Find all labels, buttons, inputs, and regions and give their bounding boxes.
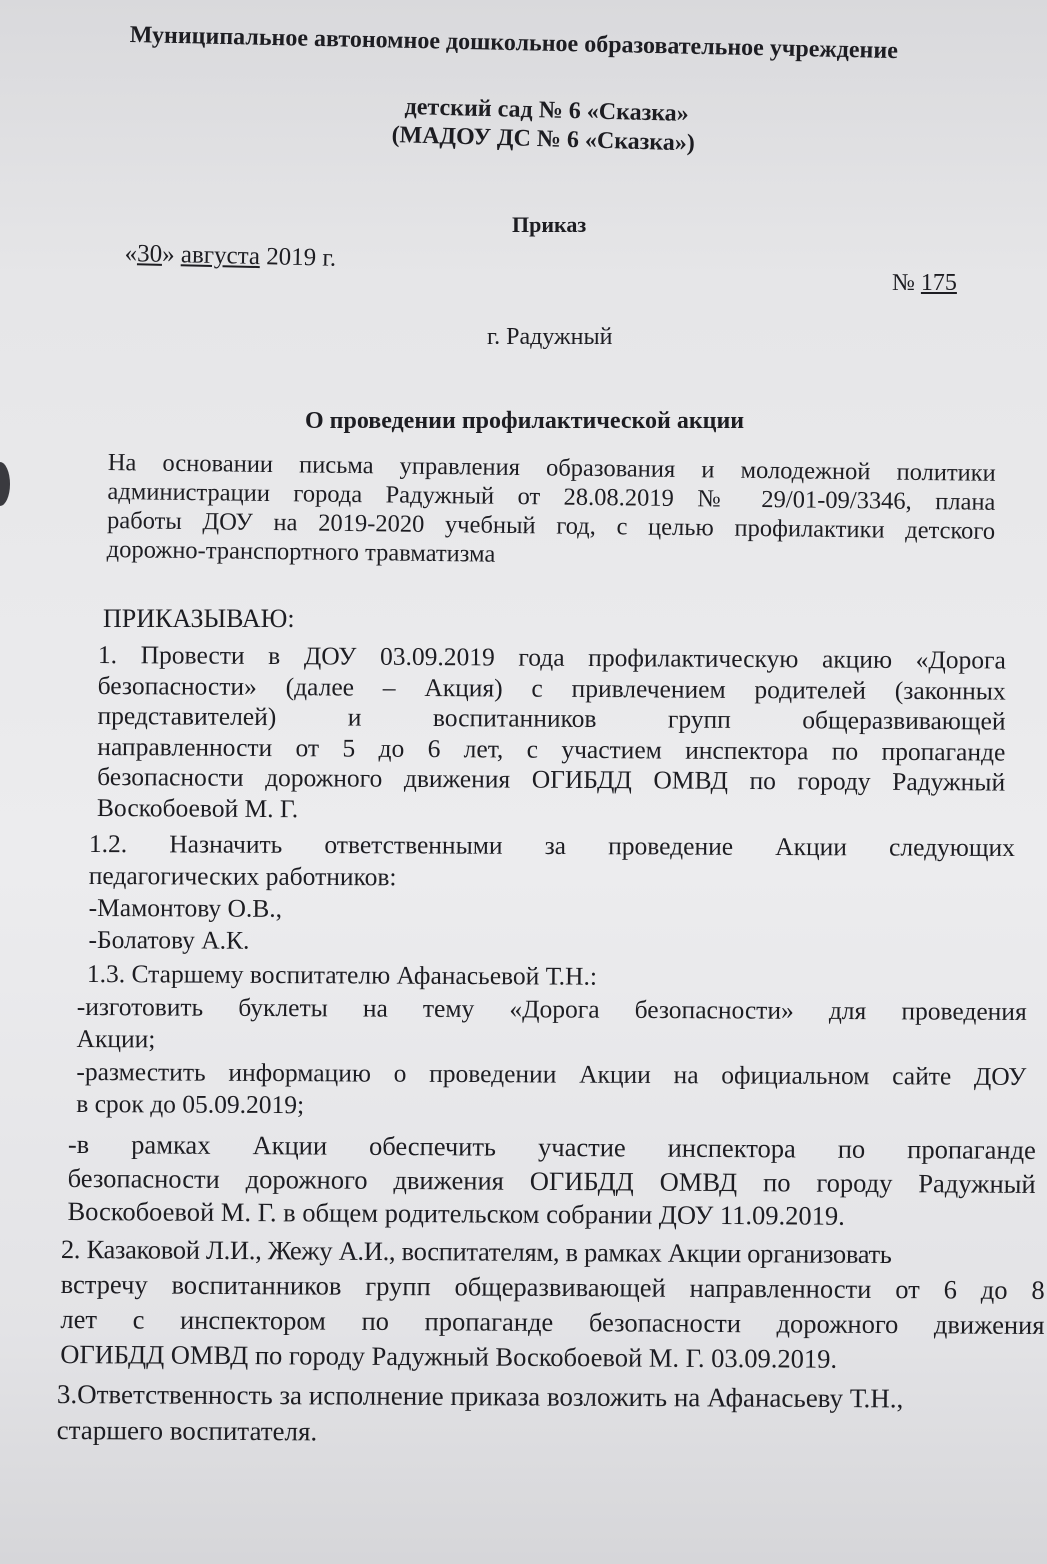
item-1-3-line: -разместить информацию о проведении Акции на официальном сайте ДОУ bbox=[76, 1056, 1027, 1091]
item-1-2-line: 1.2. Назначить ответственными за проведение Акции следующих bbox=[88, 829, 1015, 863]
institution-name: Муниципальное автономное дошкольное образовательное учреждение bbox=[129, 22, 899, 65]
item-2-line: лет с инспектором по пропаганде безопасности дорожного движения bbox=[60, 1303, 1045, 1341]
city: г. Радужный bbox=[487, 324, 613, 350]
number-sign: № bbox=[892, 270, 915, 296]
item-2 bbox=[60, 1232, 1045, 1378]
preamble-line: администрации города Радужный от 28.08.2019 № 29/01-09/3346, плана bbox=[107, 477, 996, 516]
item-1 bbox=[97, 640, 1006, 829]
preamble-line: работы ДОУ на 2019-2020 учебный год, с целью профилактики детского bbox=[106, 506, 996, 545]
item-1-3-line: в срок до 05.09.2019; bbox=[76, 1088, 305, 1120]
item-1-3-continued bbox=[67, 1128, 1036, 1234]
item-1-line: безопасности дорожного движения ОГИБДД ОМВД по городу Радужный bbox=[97, 761, 1006, 797]
institution-short-name: (МАДОУ ДС № 6 «Сказка») bbox=[391, 122, 696, 157]
item-1-line: направленности от 5 до 6 лет, с участием инспектора по пропаганде bbox=[97, 731, 1006, 767]
item-1-3-line: -в рамках Акции обеспечить участие инспектора по пропаганде bbox=[67, 1129, 1036, 1165]
preamble bbox=[107, 448, 996, 575]
number-value: 175 bbox=[920, 270, 957, 296]
responsible-person: -Болатову А.К. bbox=[88, 924, 250, 955]
item-3-line: старшего воспитателя. bbox=[56, 1414, 318, 1447]
date-day: 30 bbox=[136, 240, 163, 268]
item-1-line: 1. Провести в ДОУ 03.09.2019 года профилактическую акцию «Дорога bbox=[97, 640, 1006, 675]
item-1-3 bbox=[76, 958, 1027, 1125]
item-3 bbox=[57, 1376, 1037, 1453]
item-1-line: Воскобоевой М. Г. bbox=[96, 792, 299, 823]
item-1-3-line: безопасности дорожного движения ОГИБДД ОМВД по городу Радужный bbox=[67, 1162, 1036, 1199]
item-1-line: безопасности» (далее – Акция) с привлечением родителей (законных bbox=[97, 670, 1006, 706]
item-2-line: встречу воспитанников групп общеразвивающей направленности от 6 до 8 bbox=[60, 1268, 1045, 1306]
item-1-2-line: педагогических работников: bbox=[88, 860, 397, 892]
item-1-3-line: -изготовить буклеты на тему «Дорога безопасности» для проведения bbox=[76, 991, 1027, 1026]
order-date bbox=[124, 240, 336, 273]
item-2-line: ОГИБДД ОМВД по городу Радужный Воскобоевой М. Г. 03.09.2019. bbox=[60, 1338, 838, 1374]
responsible-person: -Мамонтову О.В., bbox=[88, 892, 283, 923]
item-1-line: представителей) и воспитанников групп общеразвивающей bbox=[97, 700, 1006, 736]
item-1-3-line: 1.3. Старшему воспитателю Афанасьевой Т.Н.: bbox=[86, 959, 598, 991]
preamble-line: дорожно-транспортного травматизма bbox=[106, 535, 496, 568]
punch-hole bbox=[0, 462, 10, 506]
preamble-line: На основании письма управления образования и молодежной политики bbox=[107, 448, 996, 487]
item-1-2 bbox=[88, 828, 1015, 960]
date-close-quote: » bbox=[161, 240, 175, 269]
item-1-3-line: Воскобоевой М. Г. в общем родительском собрании ДОУ 11.09.2019. bbox=[67, 1195, 845, 1231]
date-year: 2019 г. bbox=[265, 243, 337, 272]
order-heading: Приказ bbox=[512, 212, 587, 237]
item-1-3-line: Акции; bbox=[76, 1023, 156, 1054]
item-2-line: 2. Казаковой Л.И., Жежу А.И., воспитателям, в рамках Акции организовать bbox=[60, 1234, 892, 1270]
institution-kindergarten: детский сад № 6 «Сказка» bbox=[404, 94, 690, 127]
date-open-quote: « bbox=[124, 240, 138, 268]
order-number bbox=[892, 270, 957, 297]
date-month: августа bbox=[180, 241, 261, 271]
document-title: О проведении профилактической акции bbox=[305, 408, 745, 434]
item-3-line: 3.Ответственность за исполнение приказа возложить на Афанасьеву Т.Н., bbox=[56, 1379, 904, 1414]
decree-word: ПРИКАЗЫВАЮ: bbox=[103, 604, 295, 633]
